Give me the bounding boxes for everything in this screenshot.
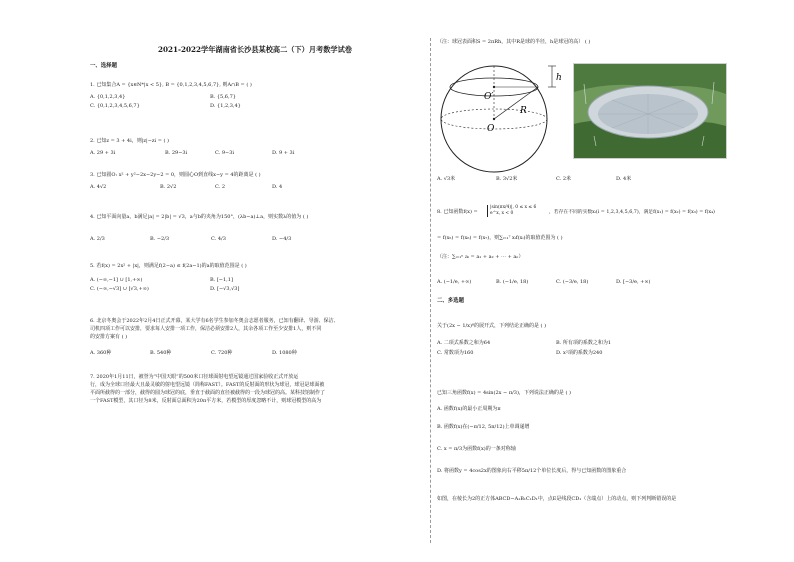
question-8-prefix: 8. 已知函数f(x) = bbox=[437, 209, 478, 215]
question-8-note: （注：∑ᵢ₌₁ⁿ aᵢ = a₁ + a₂ + ⋯ + aₙ） bbox=[437, 254, 524, 260]
q9-option-c[interactable]: C. 常数项为160 bbox=[437, 350, 474, 356]
question-7-line-1: 7. 2020年1月11日，被誉为“中国天眼”的500米口径球面射电望远镜通过国家验收正式开放运 bbox=[90, 374, 299, 380]
q4-option-b[interactable]: B. −2/3 bbox=[150, 236, 170, 242]
question-8-piecewise bbox=[487, 205, 536, 217]
q3-option-d[interactable]: D. 4 bbox=[272, 184, 283, 190]
q6-option-c[interactable]: C. 720种 bbox=[211, 350, 233, 356]
q8-option-a[interactable]: A. (−1/e, +∞) bbox=[437, 279, 472, 285]
question-7-line-2: 行，成为全球口径最大且最灵敏的射电望远镜（简称FAST）。FAST的反射面的形状为球冠，球冠是球面被 bbox=[90, 382, 325, 388]
q2-option-d[interactable]: D. 9 + 3i bbox=[272, 150, 295, 156]
q8-option-c[interactable]: C. (−3/e, 18) bbox=[556, 279, 589, 285]
q7-option-b[interactable]: B. 3√2米 bbox=[496, 176, 518, 182]
q1-option-d[interactable]: D. {1,2,3,4} bbox=[210, 103, 241, 109]
question-7-line-4: 一个FAST模型，其口径为8米，反射面总面积为20π平方米，若模型的厚度忽略不计，则球冠模型的高为 bbox=[90, 398, 322, 404]
q5-option-b[interactable]: B. [−1,1] bbox=[210, 277, 233, 283]
section-heading-multi: 二、多选题 bbox=[437, 298, 464, 304]
q1-option-b[interactable]: B. {5,6,7} bbox=[210, 94, 236, 100]
q1-option-a[interactable]: A. {0,1,2,3,4} bbox=[90, 94, 126, 100]
q4-option-d[interactable]: D. −4/3 bbox=[272, 236, 292, 242]
q8-option-d[interactable]: D. [−3/e, +∞) bbox=[616, 279, 651, 285]
column-divider bbox=[430, 38, 431, 543]
q8-option-b[interactable]: B. (−1/e, 18) bbox=[496, 279, 529, 285]
q9-option-d[interactable]: D. x²项的系数为240 bbox=[556, 350, 603, 356]
question-10-stem: 已知三角函数f(x) = 4sin(2x − π/3)，下列说法正确的是 ( ) bbox=[437, 390, 572, 396]
q9-option-b[interactable]: B. 所有项的系数之和为1 bbox=[556, 340, 612, 346]
q6-option-b[interactable]: B. 540种 bbox=[150, 350, 172, 356]
exam-title: 2021-2022学年湖南省长沙县某校高二（下）月考数学试卷 bbox=[158, 45, 352, 54]
spherical-cap-figure bbox=[432, 55, 572, 173]
q3-option-a[interactable]: A. 4√2 bbox=[90, 184, 107, 190]
q5-option-d[interactable]: D. [−√3,√3] bbox=[210, 286, 240, 292]
q4-option-a[interactable]: A. 2/3 bbox=[90, 236, 105, 242]
q7-option-c[interactable]: C. 2米 bbox=[556, 176, 572, 182]
q9-option-a[interactable]: A. 二项式系数之和为64 bbox=[437, 340, 491, 346]
q10-option-a[interactable]: A. 函数f(x)的最小正周期为π bbox=[437, 406, 501, 412]
question-6-line-3: 的安排方案有 ( ) bbox=[90, 334, 128, 340]
question-1-stem: 1. 已知集合A = {x∈N*|x < 5}, B = {0,1,2,3,4,5,6,7}, 则A∩B = ( ) bbox=[90, 82, 252, 88]
q10-option-c[interactable]: C. x = π/3为函数f(x)的一条对称轴 bbox=[437, 446, 516, 452]
question-8-line-2: = f(x₅) = f(x₆) = f(x₇)，则∑ᵢ₌₁⁷ xᵢf(xᵢ)的取值范围为 ( ) bbox=[437, 235, 563, 241]
question-7-line-3: 平面所截得的一部分，截得的圆为球冠的底，垂直于截面的直径被截得的一段为球冠的高。某科技馆制作了 bbox=[90, 390, 326, 396]
section-heading-choice: 一、选择题 bbox=[90, 63, 117, 69]
q7-option-a[interactable]: A. √3米 bbox=[437, 176, 456, 182]
label-o: O bbox=[487, 124, 495, 134]
q6-option-d[interactable]: D. 1080种 bbox=[272, 350, 297, 356]
question-8-condition: ，若存在不同的实数xᵢ(i = 1,2,3,4,5,6,7)，满足f(x₁) = f(x₂) = f(x₃) = f(x₄) bbox=[549, 210, 715, 215]
label-o-prime: O′ bbox=[484, 92, 494, 102]
fast-telescope-photo bbox=[573, 63, 727, 159]
q5-option-c[interactable]: C. (−∞,−√3] ∪ [√3,+∞) bbox=[90, 286, 149, 292]
question-11-stem: 如图，在棱长为2的正方体ABCD−A₁B₁C₁D₁中，点E是线段CD₁（含端点）上的动点，则下列判断错误的是 bbox=[437, 496, 677, 502]
question-6-line-1: 6. 北京冬奥会于2022年2月4日正式开幕，某大学有6名学生参加冬奥会志愿者服务，已知有翻译、导游、保洁、 bbox=[90, 318, 339, 324]
question-7-note: （注：球冠表面积S = 2πRh，其中R是球的半径，h是球冠的高） ( ) bbox=[437, 39, 591, 45]
q10-option-d[interactable]: D. 将函数y = 4cos2x的图象向右平移5π/12个单位长度后，得与已知函数的图象重合 bbox=[437, 468, 627, 474]
q5-option-a[interactable]: A. (−∞,−1] ∪ [1,+∞) bbox=[90, 277, 143, 283]
q2-option-b[interactable]: B. 29−3i bbox=[165, 150, 188, 156]
sphere-radius-line bbox=[494, 87, 538, 119]
q2-option-a[interactable]: A. 29 + 3i bbox=[90, 150, 116, 156]
q1-option-c[interactable]: C. {0,1,2,3,4,5,6,7} bbox=[90, 103, 140, 109]
q2-option-c[interactable]: C. 9−3i bbox=[215, 150, 234, 156]
question-4-stem: 4. 已知平面向量a，b满足|a| = 2|b| = √3，a与b的夹角为150°，(λb−a)⊥a，则实数λ的值为 ( ) bbox=[90, 214, 309, 220]
q7-option-d[interactable]: D. 4米 bbox=[616, 176, 632, 182]
question-3-stem: 3. 已知圆O: x² + y²−2x−2y−2 = 0，则圆心O到直线x−y = 4的距离是 ( ) bbox=[90, 172, 261, 178]
question-6-line-2: 司机四项工作可以安排，要求每人安排一项工作，保洁必须安排2人，其余各项工作至少安排1人，则不同 bbox=[90, 326, 322, 332]
question-5-stem: 5. 若f(x) = 2x² + |x|，则满足f(2−a) ≤ f(2a−1)的a的取值范围是 ( ) bbox=[90, 263, 247, 269]
q6-option-a[interactable]: A. 360种 bbox=[90, 350, 112, 356]
q4-option-c[interactable]: C. 4/3 bbox=[211, 236, 226, 242]
piecewise-case-1: |sin(πx/4)|, 0 ≤ x ≤ 6 bbox=[490, 205, 537, 210]
q3-option-b[interactable]: B. 2√2 bbox=[160, 184, 177, 190]
q3-option-c[interactable]: C. 2 bbox=[215, 184, 226, 190]
question-9-stem: 关于(2x − 1/x)⁸的展开式，下列结论正确的是 ( ) bbox=[437, 323, 547, 329]
question-2-stem: 2. 已知z = 3 + 4i，则|z|−zi = ( ) bbox=[90, 138, 169, 144]
q10-option-b[interactable]: B. 函数f(x)在(−π/12, 5π/12)上单调递增 bbox=[437, 424, 530, 430]
piecewise-case-2: e^x, x < 0 bbox=[490, 211, 514, 216]
label-h: h bbox=[556, 73, 562, 83]
label-r: R bbox=[520, 106, 527, 116]
